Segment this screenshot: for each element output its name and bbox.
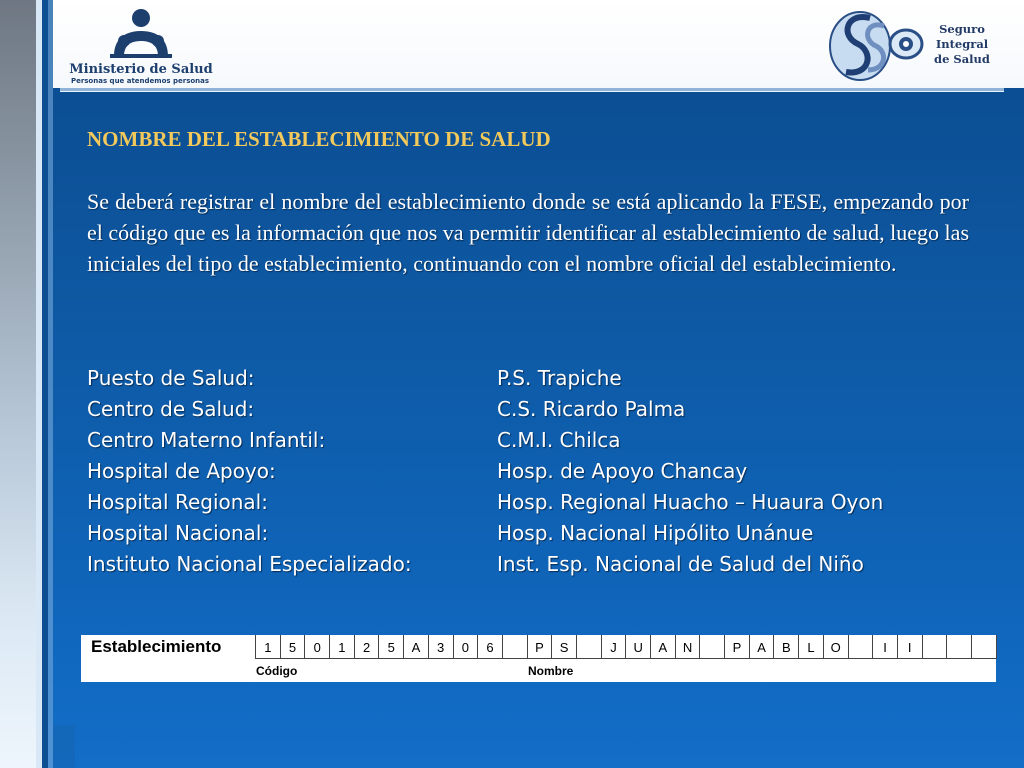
form-cell <box>922 635 947 659</box>
form-cell <box>946 635 971 659</box>
sis-emblem-icon <box>826 8 936 84</box>
establishment-example: Inst. Esp. Nacional de Salud del Niño <box>497 552 864 576</box>
form-cell: I <box>897 635 922 659</box>
establishment-type-list <box>87 363 987 580</box>
establishment-form-example <box>81 635 996 682</box>
establishment-type: Hospital Nacional: <box>87 521 269 545</box>
establishment-example: Hosp. de Apoyo Chancay <box>497 459 748 483</box>
form-cell: P <box>527 635 552 659</box>
form-cell: 1 <box>329 635 354 659</box>
form-cell: B <box>773 635 798 659</box>
establishment-example: P.S. Trapiche <box>497 366 622 390</box>
form-cell: 5 <box>378 635 403 659</box>
form-cell: 0 <box>304 635 329 659</box>
form-cell: A <box>650 635 675 659</box>
logo-title: Ministerio de Salud <box>69 62 213 77</box>
section-heading: NOMBRE DEL ESTABLECIMIENTO DE SALUD <box>87 127 551 151</box>
left-divider-light <box>48 0 53 768</box>
establishment-type: Centro de Salud: <box>87 397 255 421</box>
form-cell <box>699 635 724 659</box>
establishment-example: Hosp. Regional Huacho – Huaura Oyon <box>497 490 884 514</box>
sis-wordmark <box>930 22 994 67</box>
establishment-type: Hospital de Apoyo: <box>87 459 276 483</box>
family-figures-icon <box>64 4 216 64</box>
form-cell: A <box>749 635 774 659</box>
caption-nombre: Nombre <box>528 664 574 678</box>
corner-decoration <box>53 725 75 768</box>
caption-codigo: Código <box>256 664 298 678</box>
left-decorative-strip <box>0 0 36 768</box>
list-item <box>87 425 987 456</box>
form-cell: 6 <box>477 635 502 659</box>
list-item <box>87 363 987 394</box>
form-cell: 1 <box>255 635 280 659</box>
establishment-example: C.M.I. Chilca <box>497 428 621 452</box>
establishment-type: Centro Materno Infantil: <box>87 428 326 452</box>
form-cell <box>576 635 601 659</box>
form-cell: L <box>798 635 823 659</box>
form-cell: N <box>675 635 700 659</box>
form-cell <box>502 635 527 659</box>
form-cell: S <box>551 635 576 659</box>
seguro-integral-logo <box>826 8 998 84</box>
sis-line-3: de Salud <box>934 52 990 66</box>
form-cell: 2 <box>354 635 379 659</box>
establishment-example: Hosp. Nacional Hipólito Unánue <box>497 521 814 545</box>
sis-line-1: Seguro <box>939 22 985 36</box>
form-cell: I <box>872 635 897 659</box>
logo-tagline: Personas que atendemos personas <box>70 77 210 85</box>
establishment-type: Instituto Nacional Especializado: <box>87 552 412 576</box>
form-cells <box>255 635 997 659</box>
header-rule-highlight <box>60 91 1004 92</box>
form-cell: P <box>724 635 749 659</box>
form-cell: 0 <box>453 635 478 659</box>
form-cell: A <box>403 635 428 659</box>
form-cell <box>971 635 997 659</box>
list-item <box>87 549 987 580</box>
form-cell: U <box>625 635 650 659</box>
form-label: Establecimiento <box>91 637 222 656</box>
list-item <box>87 394 987 425</box>
form-cell: O <box>823 635 848 659</box>
form-cell: J <box>601 635 626 659</box>
form-cell: 3 <box>428 635 453 659</box>
establishment-example: C.S. Ricardo Palma <box>497 397 686 421</box>
instruction-paragraph: Se deberá registrar el nombre del establecimiento donde se está aplicando la FESE, empezando por el código que es la información que nos va permitir identificar al establecimiento de salud, luego las iniciales del tipo de establecimiento, continuando con el nombre oficial del establecimiento. <box>87 189 969 276</box>
sis-line-2: Integral <box>935 37 989 51</box>
establishment-type: Puesto de Salud: <box>87 366 255 390</box>
list-item <box>87 456 987 487</box>
ministerio-de-salud-logo <box>64 4 216 84</box>
form-cell <box>848 635 873 659</box>
list-item <box>87 518 987 549</box>
list-item <box>87 487 987 518</box>
establishment-type: Hospital Regional: <box>87 490 268 514</box>
form-cell: 5 <box>280 635 305 659</box>
